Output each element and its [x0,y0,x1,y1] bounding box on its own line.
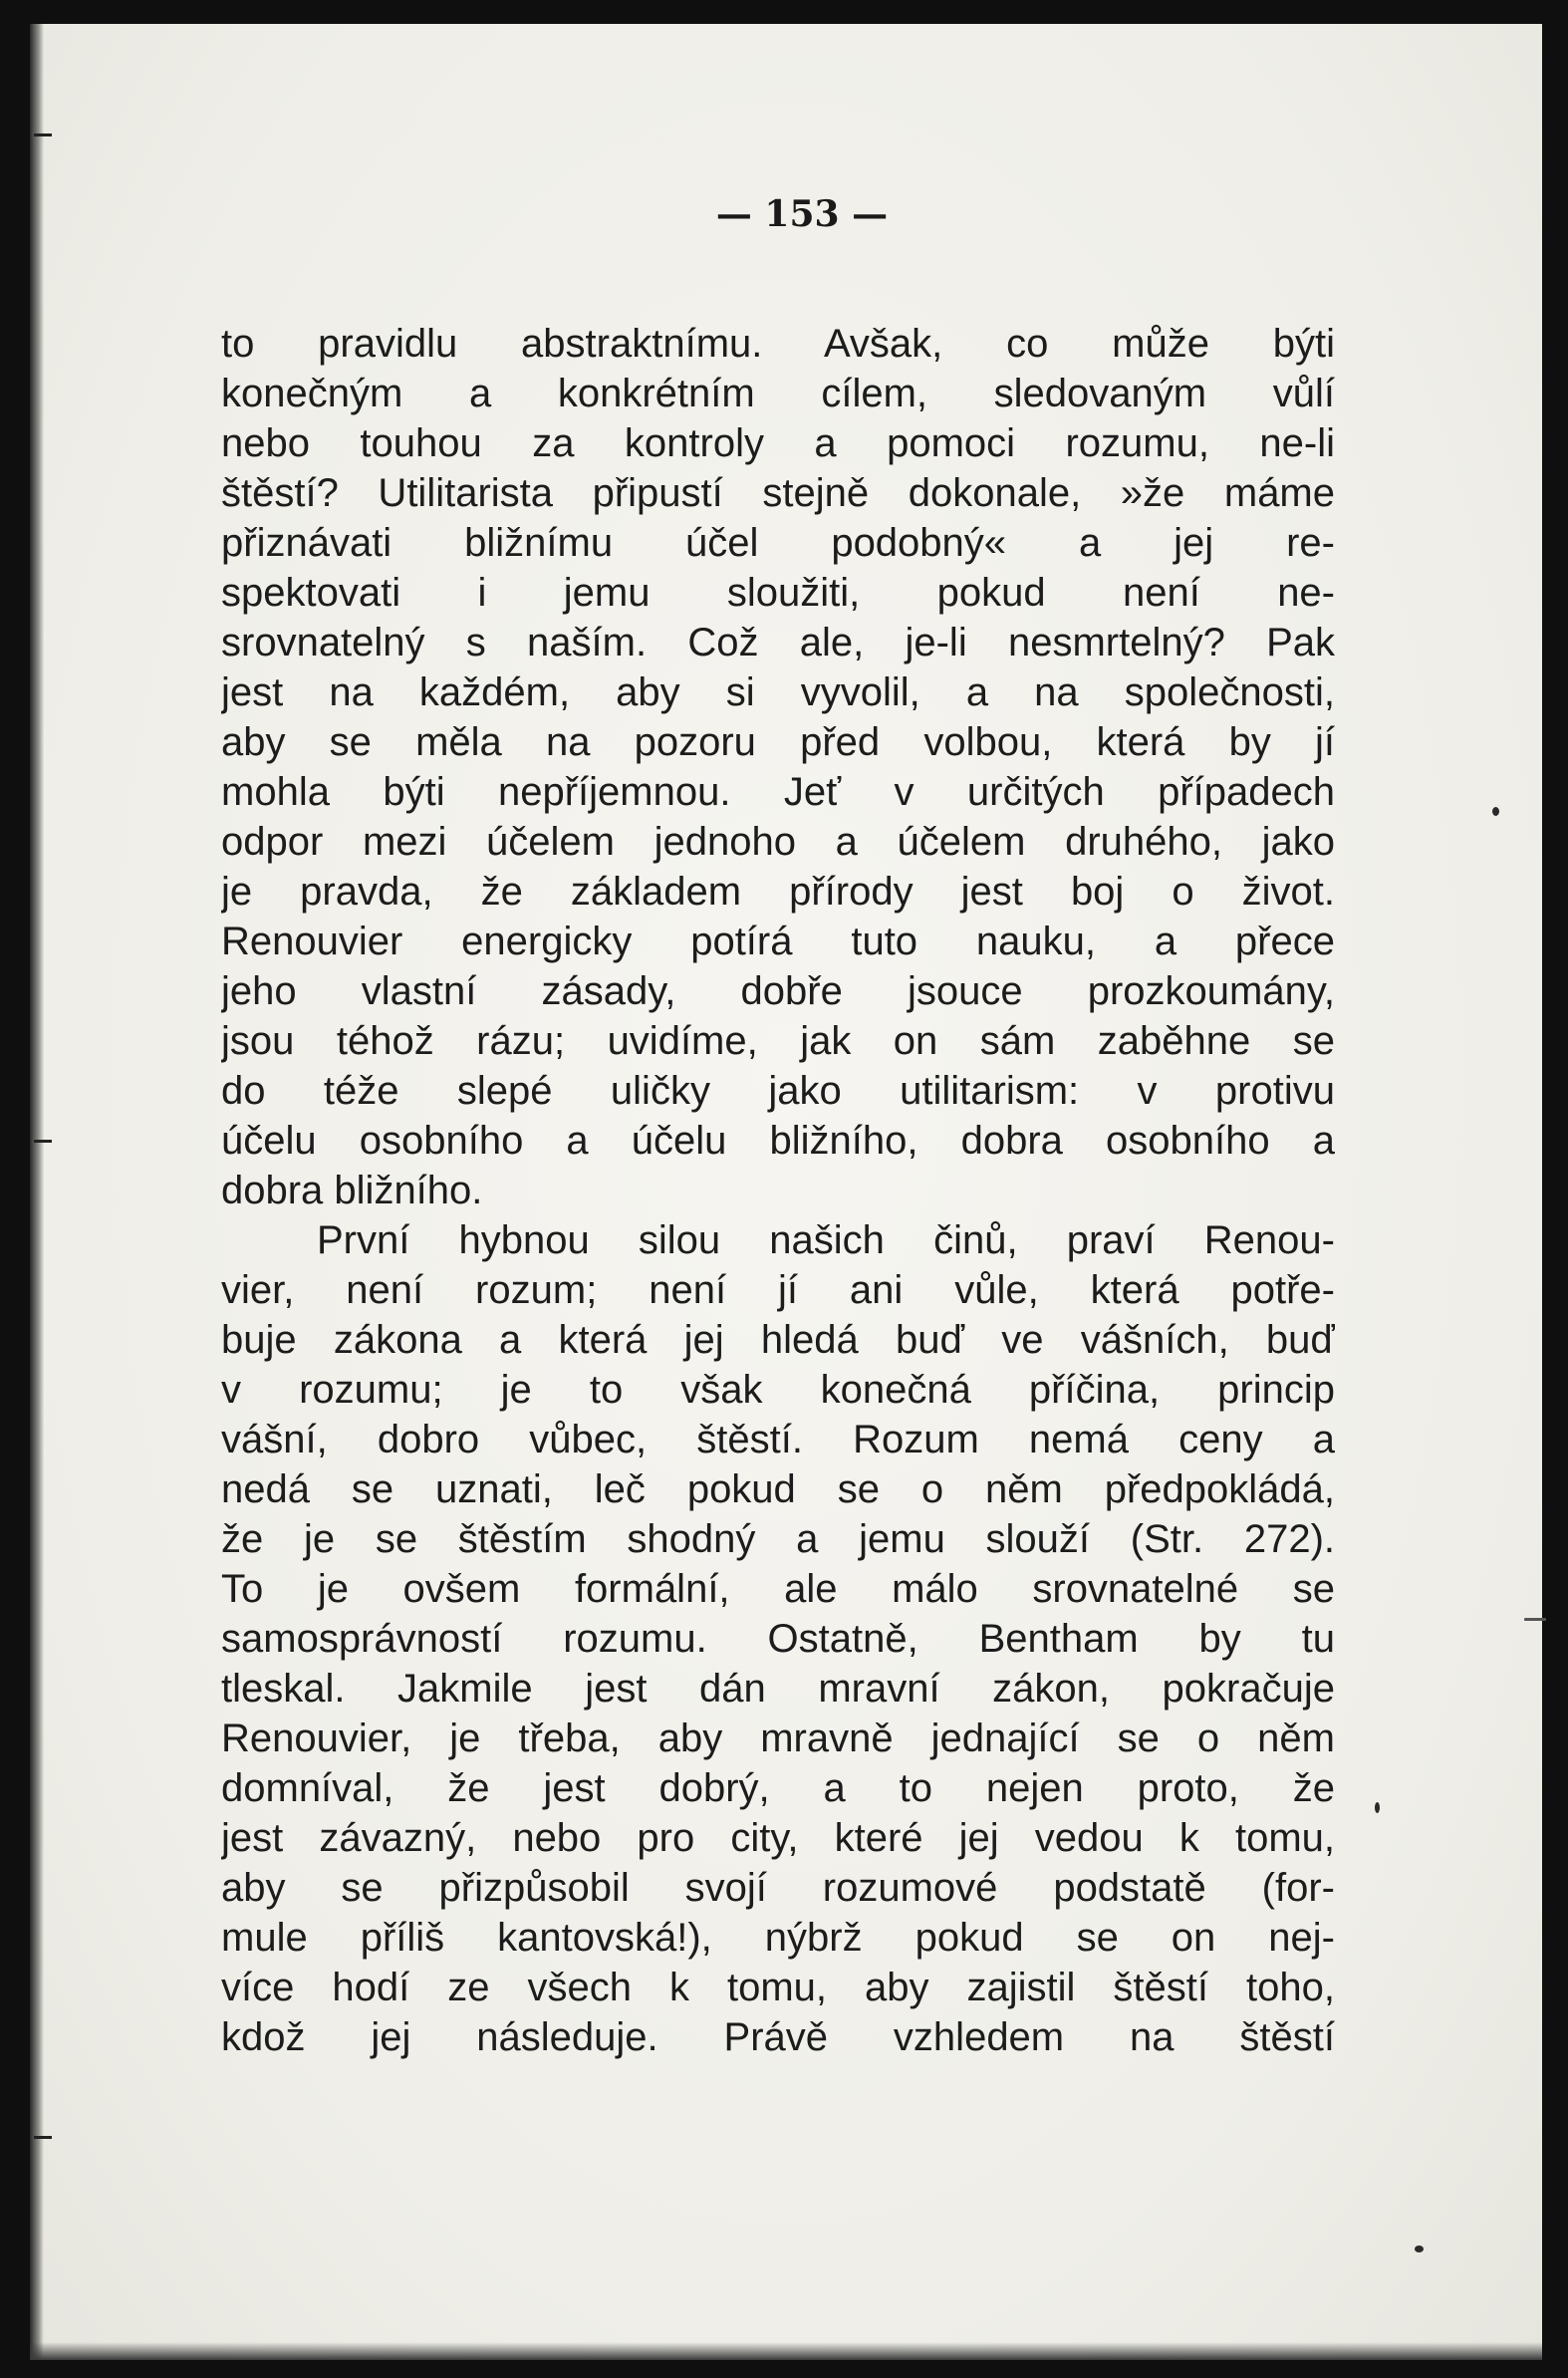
text-line: v rozumu; je to však konečná příčina, princip [221,1368,1335,1412]
text-line: vášní, dobro vůbec, štěstí. Rozum nemá ceny a [221,1418,1335,1461]
print-speck [1524,1618,1546,1621]
text-line: do téže slepé uličky jako utilitarism: v protivu [221,1069,1335,1113]
text-line: spektovati i jemu sloužiti, pokud není ne- [221,571,1335,615]
text-line: domníval, že jest dobrý, a to nejen proto, že [221,1766,1335,1810]
page-bottom-edge [30,2342,1542,2360]
text-line: mule příliš kantovská!), nýbrž pokud se on nej- [221,1916,1335,1960]
binding-mark [34,1140,52,1143]
text-line: přiznávati bližnímu účel podobný« a jej re- [221,521,1335,565]
page-number: — 153 — [715,193,889,235]
text-line: vier, není rozum; není jí ani vůle, která potře- [221,1268,1335,1312]
text-line: účelu osobního a účelu bližního, dobra osobního a [221,1119,1335,1163]
text-line: že je se štěstím shodný a jemu slouží (Str. 272). [221,1517,1335,1561]
text-line: konečným a konkrétním cílem, sledovaným vůlí [221,372,1335,415]
text-line: aby se přizpůsobil svojí rozumové podstatě (for- [221,1866,1335,1910]
text-line: Renouvier energicky potírá tuto nauku, a přece [221,920,1335,963]
text-line: To je ovšem formální, ale málo srovnatelné se [221,1567,1335,1611]
text-line: jest na každém, aby si vyvolil, a na společnosti, [221,670,1335,714]
text-line: srovnatelný s naším. Což ale, je-li nesmrtelný? Pak [221,621,1335,664]
text-line: mohla býti nepříjemnou. Jeť v určitých případech [221,770,1335,814]
binding-mark [34,133,52,136]
text-line: jsou téhož rázu; uvidíme, jak on sám zaběhne se [221,1019,1335,1063]
text-line: aby se měla na pozoru před volbou, která by jí [221,720,1335,764]
text-line: kdož jej následuje. Právě vzhledem na štěstí [221,2015,1335,2059]
text-line: jest závazný, nebo pro city, které jej vedou k tomu, [221,1816,1335,1860]
text-line: to pravidlu abstraktnímu. Avšak, co může býti [221,322,1335,366]
text-line: Renouvier, je třeba, aby mravně jednající se o něm [221,1717,1335,1760]
text-line: První hybnou silou našich činů, praví Renou- [317,1218,1335,1262]
text-line: nebo touhou za kontroly a pomoci rozumu, ne-li [221,421,1335,465]
print-speck [1492,807,1499,816]
text-line: více hodí ze všech k tomu, aby zajistil štěstí toho, [221,1966,1335,2009]
print-speck [1415,2246,1424,2252]
book-page [30,24,1542,2360]
text-line: nedá se uznati, leč pokud se o něm předpokládá, [221,1467,1335,1511]
text-line: tleskal. Jakmile jest dán mravní zákon, pokračuje [221,1667,1335,1711]
text-line: jeho vlastní zásady, dobře jsouce prozkoumány, [221,969,1335,1013]
text-line: buje zákona a která jej hledá buď ve vášních, buď [221,1318,1335,1362]
text-line: samosprávností rozumu. Ostatně, Bentham by tu [221,1617,1335,1661]
print-speck [1375,1802,1380,1813]
text-line: je pravda, že základem přírody jest boj o život. [221,870,1335,914]
page-spine-edge [30,24,44,2360]
text-line: štěstí? Utilitarista připustí stejně dokonale, »že máme [221,471,1335,515]
text-line: dobra bližního. [221,1169,483,1212]
text-line: odpor mezi účelem jednoho a účelem druhého, jako [221,820,1335,864]
body-text [221,319,1335,2062]
binding-mark [34,2136,52,2139]
